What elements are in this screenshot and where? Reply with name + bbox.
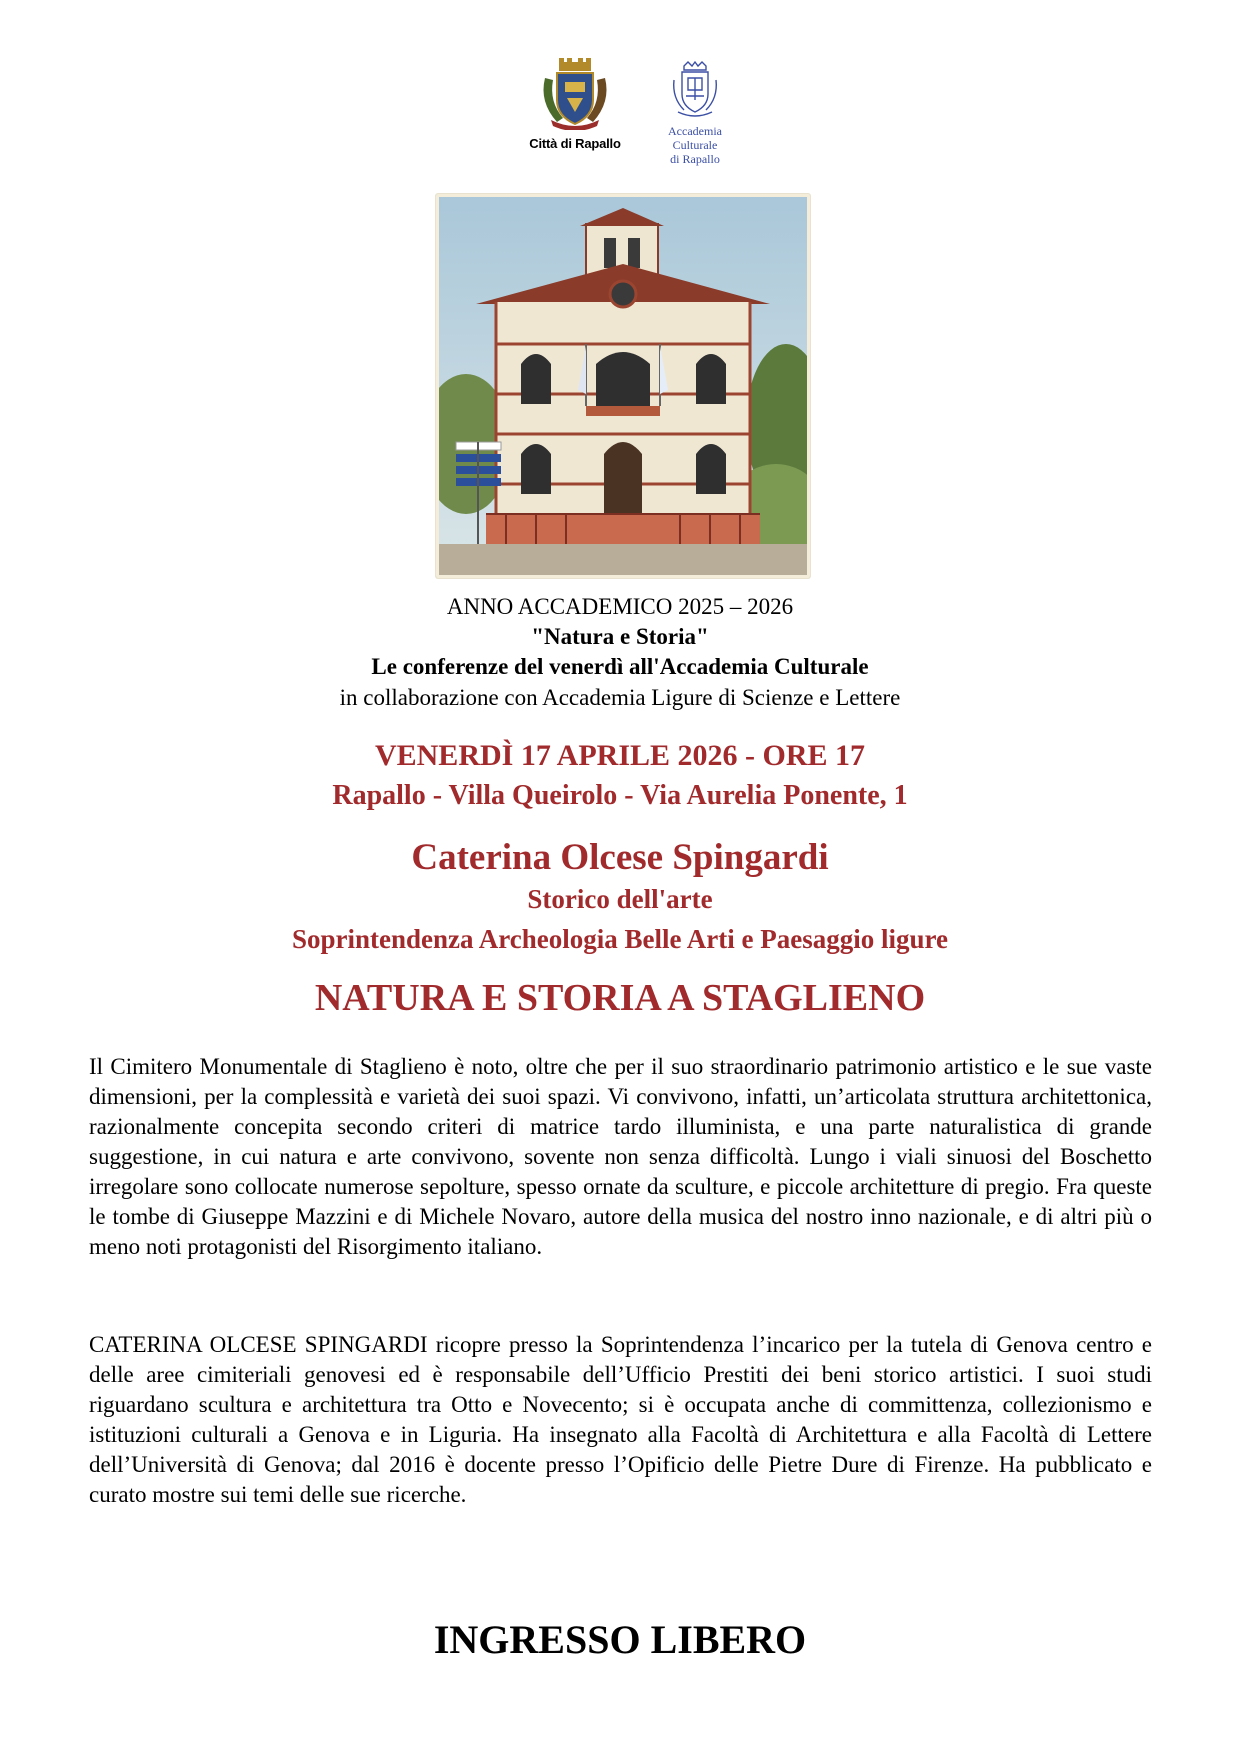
accademia-culturale-logo bbox=[650, 60, 740, 180]
speaker-institution: Soprintendenza Archeologia Belle Arti e Paesaggio ligure bbox=[292, 924, 948, 954]
collaboration-line: in collaborazione con Accademia Ligure di Scienze e Lettere bbox=[339, 685, 901, 710]
accademia-crest-icon bbox=[670, 60, 720, 120]
accademia-caption-line-2: Culturale bbox=[672, 138, 718, 152]
series-subtitle: Le conferenze del venerdì all'Accademia Culturale bbox=[371, 654, 869, 679]
academic-year: ANNO ACCADEMICO 2025 – 2026 bbox=[446, 594, 794, 619]
accademia-caption bbox=[650, 124, 740, 166]
free-entry-notice: INGRESSO LIBERO bbox=[433, 1617, 807, 1662]
citta-di-rapallo-logo bbox=[520, 58, 630, 168]
villa-queirolo-photo bbox=[436, 194, 810, 578]
bio-paragraph: CATERINA OLCESE SPINGARDI ricopre presso la Soprintendenza l’incarico per la tutela di Genova centro e delle aree cimiteriali genovesi ed è responsabile dell’Ufficio Prestiti dei beni storico artistici. I suoi studi riguardano scultura e architettura tra Otto e Novecento; si è occupata anche di committenza, collezionismo e istituzioni culturali a Genova e in Liguria. Ha insegnato alla Facoltà di Architettura e alla Facoltà di Lettere dell’Università di Genova; dal 2016 è docente presso l’Opificio delle Pietre Dure di Firenze. Ha pubblicato e curato mostre sui temi delle sue ricerche. bbox=[89, 1332, 1152, 1507]
accademia-caption-line-3: di Rapallo bbox=[670, 152, 720, 166]
event-location: Rapallo - Villa Queirolo - Via Aurelia Ponente, 1 bbox=[332, 780, 908, 811]
rapallo-caption: Città di Rapallo bbox=[529, 136, 621, 151]
event-date-time: VENERDÌ 17 APRILE 2026 - ORE 17 bbox=[374, 739, 866, 772]
logos-row bbox=[0, 58, 1240, 178]
villa-illustration bbox=[436, 194, 810, 578]
series-title: "Natura e Storia" bbox=[531, 624, 709, 649]
rapallo-coat-of-arms-icon bbox=[537, 58, 613, 130]
speaker-role: Storico dell'arte bbox=[527, 884, 713, 914]
talk-title: NATURA E STORIA A STAGLIENO bbox=[314, 977, 926, 1019]
abstract-paragraph: Il Cimitero Monumentale di Staglieno è noto, oltre che per il suo straordinario patrimonio artistico e le sue vaste dimensioni, per la complessità e varietà dei suoi spazi. Vi convivono, infatti, un’articolata struttura architettonica, razionalmente concepita secondo criteri di matrice tardo illuminista, e una parte naturalistica di grande suggestione, in cui natura e arte convivono, sovente non senza difficoltà. Lungo i viali sinuosi del Boschetto irregolare sono collocate numerose sepolture, spesso ornate da sculture, e piccole architetture di pregio. Fra queste le tombe di Giuseppe Mazzini e di Michele Novaro, autore della musica del nostro inno nazionale, e di altri più o meno noti protagonisti del Risorgimento italiano. bbox=[89, 1054, 1152, 1259]
speaker-name: Caterina Olcese Spingardi bbox=[411, 837, 829, 878]
accademia-caption-line-1: Accademia bbox=[668, 124, 722, 138]
